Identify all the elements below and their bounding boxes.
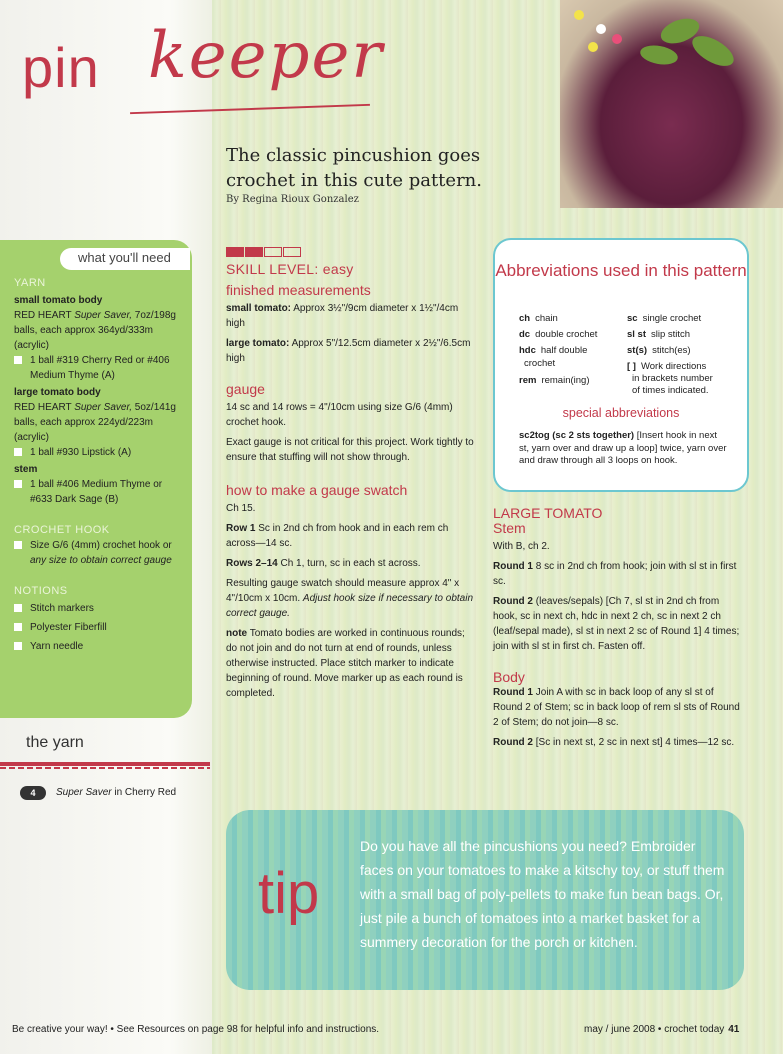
small-body-head: small tomato body xyxy=(14,295,103,306)
skill-level: SKILL LEVEL: easy xyxy=(226,261,354,277)
hook-item: Size G/6 (4mm) crochet hook or any size to obtain correct gauge xyxy=(14,538,184,568)
swatch-ch: Ch 15. xyxy=(226,503,256,514)
large-body-desc: RED HEART Super Saver, 5oz/141g balls, each approx 224yd/223m (acrylic) xyxy=(14,402,176,443)
body-heading: Body xyxy=(493,669,525,685)
yarn-weight-icon: 4 xyxy=(20,786,46,800)
stem-round2: Round 2 (leaves/sepals) [Ch 7, sl st in 2nd ch from hook, sc in next ch, hdc in next 2 ch, sc in next 2 ch (leaf/sepal made), sl st in next 2 sc of Round 1] 4 times; join with sl st in first ch. Fasten off. xyxy=(493,596,740,652)
yarn-divider-dashed xyxy=(0,767,210,769)
abbr-item: in brackets number xyxy=(632,373,713,384)
materials-list xyxy=(14,272,184,654)
abbr-item: of times indicated. xyxy=(632,385,709,396)
stem-heading: Stem xyxy=(493,520,526,536)
title-keeper: keeper xyxy=(148,19,384,93)
footer-left: Be creative your way! • See Resources on page 98 for helpful info and instructions. xyxy=(12,1024,380,1035)
swatch-heading: how to make a gauge swatch xyxy=(226,482,408,498)
swatch-row1: Row 1 Sc in 2nd ch from hook and in each rem ch across—14 sc. xyxy=(226,523,449,549)
abbreviations-title: Abbreviations used in this pattern xyxy=(495,261,747,280)
swatch-result: Resulting gauge swatch should measure approx 4" x 4"/10cm x 10cm. Adjust hook size if necessary to obtain correct gauge. xyxy=(226,578,474,619)
tip-text: Do you have all the pincushions you need? Embroider faces on your tomatoes to make a kitschy toy, or stuff them with a small bag of poly-pellets to make fun bean bags. Or, just pile a bunch of tomatoes into a market basket for a summery decoration for the porch or kitchen. xyxy=(360,838,725,950)
gauge-heading: gauge xyxy=(226,381,265,397)
notion-item: Stitch markers xyxy=(14,601,184,616)
small-body-desc: RED HEART Super Saver, 7oz/198g balls, each approx 364yd/333m (acrylic) xyxy=(14,310,176,351)
stem-head: stem xyxy=(14,464,38,475)
large-body-head: large tomato body xyxy=(14,387,101,398)
finished-small: small tomato: Approx 3½"/9cm diameter x 1½"/4cm high xyxy=(226,303,459,329)
gauge-line2: Exact gauge is not critical for this project. Work tightly to ensure that stuffing will not show through. xyxy=(226,437,474,463)
abbr-item: st(s) stitch(es) xyxy=(627,345,691,356)
abbr-item: sl st slip stitch xyxy=(627,329,691,340)
notion-item: Yarn needle xyxy=(14,639,184,654)
right-column xyxy=(493,500,745,755)
yarn-label: YARN xyxy=(14,277,46,289)
stem-item: 1 ball #406 Medium Thyme or #633 Dark Sage (B) xyxy=(14,477,184,507)
tip-label: tip xyxy=(258,861,320,926)
body-round1: Round 1 Join A with sc in back loop of any sl st of Round 2 of Stem; sc in back loop of rem sl sts of Round 2 of Stem; do not join—8 sc. xyxy=(493,687,740,728)
the-yarn-heading: the yarn xyxy=(26,734,84,751)
finished-large: large tomato: Approx 5"/12.5cm diameter x 2½"/6.5cm high xyxy=(226,338,471,364)
special-abbreviations-heading: special abbreviations xyxy=(562,406,680,420)
abbr-item: rem remain(ing) xyxy=(519,375,590,386)
gauge-line1: 14 sc and 14 rows = 4"/10cm using size G/6 (4mm) crochet hook. xyxy=(226,402,453,428)
yarn-divider xyxy=(0,762,210,766)
middle-column xyxy=(226,260,478,706)
abbr-item: [ ] Work directions xyxy=(627,361,707,372)
abbr-item: sc single crochet xyxy=(627,313,702,324)
what-you-need-heading: what you'll need xyxy=(60,248,190,270)
stem-intro: With B, ch 2. xyxy=(493,541,550,552)
swatch-note: note Tomato bodies are worked in continuous rounds; do not join and do not turn at end of rounds, unless otherwise instructed. Place stitch marker to indicate beginning of round. Move marker up as each round is completed. xyxy=(226,628,465,699)
title-pin: pin xyxy=(22,36,100,99)
swatch-rows: Rows 2–14 Ch 1, turn, sc in each st across. xyxy=(226,558,421,569)
abbr-item: dc double crochet xyxy=(519,329,598,340)
large-tomato-heading: LARGE TOMATO xyxy=(493,505,603,521)
abbr-item: ch chain xyxy=(519,313,558,324)
abbr-item: hdc half double xyxy=(519,345,588,356)
subtitle: The classic pincushion goes crochet in this cute pattern. xyxy=(226,145,482,191)
notions-label: NOTIONS xyxy=(14,585,68,597)
hook-label: CROCHET HOOK xyxy=(14,524,110,536)
page-number: 41 xyxy=(728,1024,740,1035)
abbr-item: crochet xyxy=(524,358,556,369)
notion-item: Polyester Fiberfill xyxy=(14,620,184,635)
byline: By Regina Rioux Gonzalez xyxy=(226,194,359,205)
body-round2: Round 2 [Sc in next st, 2 sc in next st] 4 times—12 sc. xyxy=(493,737,735,748)
yarn-description: Super Saver in Cherry Red xyxy=(56,787,177,798)
abbreviations-box xyxy=(493,238,749,492)
footer-right: may / june 2008 • crochet today 41 xyxy=(584,1024,740,1035)
small-body-item: 1 ball #319 Cherry Red or #406 Medium Thyme (A) xyxy=(14,353,184,383)
finished-heading: finished measurements xyxy=(226,282,371,298)
stem-round1: Round 1 8 sc in 2nd ch from hook; join with sl st in first sc. xyxy=(493,561,737,587)
sc2tog-definition: sc2tog (sc 2 sts together) [Insert hook in next st, yarn over and draw up a loop] twice, yarn over and draw through all 3 loops on hook. xyxy=(519,430,727,466)
pincushion-photo xyxy=(560,0,783,208)
large-body-item: 1 ball #930 Lipstick (A) xyxy=(14,445,184,460)
